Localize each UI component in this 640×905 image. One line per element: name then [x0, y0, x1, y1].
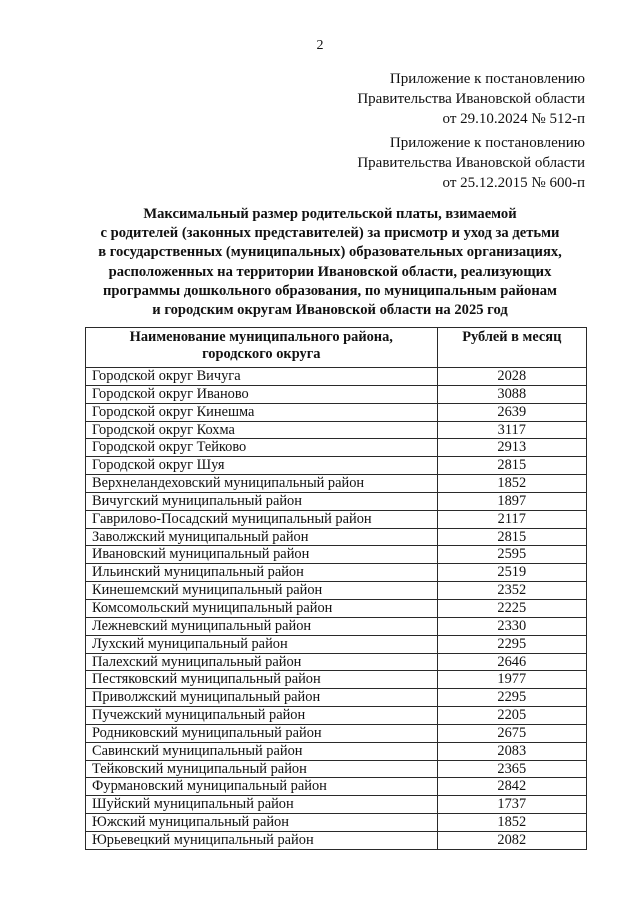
fee-value: 2519: [437, 564, 586, 582]
fee-value: 2815: [437, 457, 586, 475]
table-row: [86, 492, 587, 510]
table-body: [86, 368, 587, 850]
municipality-name: Городской округ Шуя: [86, 457, 438, 475]
title-line: расположенных на территории Ивановской области, реализующих: [108, 263, 552, 280]
table-header-row: [86, 328, 587, 368]
appendix-line: Приложение к постановлению: [389, 135, 585, 151]
municipality-name: Тейковский муниципальный район: [86, 760, 438, 778]
fee-value: 1852: [437, 475, 586, 493]
table-row: [86, 778, 587, 796]
fee-value: 2330: [437, 617, 586, 635]
table-row: [86, 814, 587, 832]
table-row: [86, 707, 587, 725]
table-row: [86, 689, 587, 707]
fee-value: 2117: [437, 510, 586, 528]
table-row: [86, 546, 587, 564]
table-row: [86, 510, 587, 528]
title-line: с родителей (законных представителей) за присмотр и уход за детьми: [100, 225, 560, 242]
municipality-name: Ивановский муниципальный район: [86, 546, 438, 564]
table-row: [86, 582, 587, 600]
table-row: [86, 599, 587, 617]
page-number: 2: [316, 38, 324, 53]
table-row: [86, 635, 587, 653]
municipality-name: Городской округ Кинешма: [86, 403, 438, 421]
fee-value: 2913: [437, 439, 586, 457]
municipality-name: Юрьевецкий муниципальный район: [86, 831, 438, 849]
table-row: [86, 796, 587, 814]
table-row: [86, 653, 587, 671]
municipality-name: Лухский муниципальный район: [86, 635, 438, 653]
municipality-name: Кинешемский муниципальный район: [86, 582, 438, 600]
table-row: [86, 528, 587, 546]
fee-value: 2295: [437, 635, 586, 653]
municipality-name: Заволжский муниципальный район: [86, 528, 438, 546]
fee-value: 2225: [437, 599, 586, 617]
municipality-name: Приволжский муниципальный район: [86, 689, 438, 707]
fee-value: 2646: [437, 653, 586, 671]
fee-value: 2675: [437, 724, 586, 742]
municipality-name: Пестяковский муниципальный район: [86, 671, 438, 689]
municipality-name: Городской округ Вичуга: [86, 368, 438, 386]
appendix-line: Приложение к постановлению: [389, 71, 585, 87]
table-row: [86, 760, 587, 778]
appendix-note-2015: [357, 133, 585, 193]
table-row: [86, 671, 587, 689]
appendix-note-2024: [357, 69, 585, 129]
table-row: [86, 724, 587, 742]
fee-value: 2815: [437, 528, 586, 546]
fee-value: 2082: [437, 831, 586, 849]
fee-value: 2595: [437, 546, 586, 564]
table-row: [86, 617, 587, 635]
appendix-line: от 25.12.2015 № 600-п: [442, 175, 585, 191]
municipality-name: Фурмановский муниципальный район: [86, 778, 438, 796]
municipality-name: Лежневский муниципальный район: [86, 617, 438, 635]
table-row: [86, 421, 587, 439]
municipality-name: Городской округ Иваново: [86, 385, 438, 403]
table-row: [86, 368, 587, 386]
table-row: [86, 457, 587, 475]
fee-value: 2352: [437, 582, 586, 600]
table-row: [86, 475, 587, 493]
municipality-name: Ильинский муниципальный район: [86, 564, 438, 582]
title-line: программы дошкольного образования, по муниципальным районам: [103, 282, 557, 299]
municipality-name: Комсомольский муниципальный район: [86, 599, 438, 617]
document-title: [60, 205, 600, 320]
fee-value: 1852: [437, 814, 586, 832]
fee-value: 2639: [437, 403, 586, 421]
fee-value: 2028: [437, 368, 586, 386]
municipality-name: Пучежский муниципальный район: [86, 707, 438, 725]
municipality-name: Южский муниципальный район: [86, 814, 438, 832]
table-row: [86, 564, 587, 582]
appendix-line: от 29.10.2024 № 512-п: [442, 111, 585, 127]
table-row: [86, 385, 587, 403]
municipality-name: Вичугский муниципальный район: [86, 492, 438, 510]
table-row: [86, 742, 587, 760]
title-line: Максимальный размер родительской платы, взимаемой: [143, 206, 517, 222]
parental-fee-table: [85, 327, 587, 850]
municipality-name: Савинский муниципальный район: [86, 742, 438, 760]
fee-value: 1737: [437, 796, 586, 814]
table-row: [86, 403, 587, 421]
municipality-name: Шуйский муниципальный район: [86, 796, 438, 814]
municipality-name: Палехский муниципальный район: [86, 653, 438, 671]
fee-value: 2365: [437, 760, 586, 778]
table-row: [86, 831, 587, 849]
appendix-line: Правительства Ивановской области: [357, 155, 585, 171]
title-line: и городским округам Ивановской области на 2025 год: [152, 302, 508, 319]
header-municipality-line2: городского округа: [202, 345, 321, 362]
header-municipality: [86, 328, 438, 368]
header-municipality-line1: Наименование муниципального района,: [129, 329, 393, 345]
header-rubles-per-month: Рублей в месяц: [437, 328, 586, 368]
title-line: в государственных (муниципальных) образовательных организациях,: [98, 244, 562, 261]
fee-value: 1977: [437, 671, 586, 689]
municipality-name: Верхнеландеховский муниципальный район: [86, 475, 438, 493]
fee-value: 2295: [437, 689, 586, 707]
fee-value: 3088: [437, 385, 586, 403]
fee-value: 1897: [437, 492, 586, 510]
fee-value: 3117: [437, 421, 586, 439]
municipality-name: Родниковский муниципальный район: [86, 724, 438, 742]
fee-value: 2842: [437, 778, 586, 796]
appendix-line: Правительства Ивановской области: [357, 91, 585, 107]
table-row: [86, 439, 587, 457]
fee-value: 2083: [437, 742, 586, 760]
fee-value: 2205: [437, 707, 586, 725]
municipality-name: Городской округ Тейково: [86, 439, 438, 457]
municipality-name: Гаврилово-Посадский муниципальный район: [86, 510, 438, 528]
municipality-name: Городской округ Кохма: [86, 421, 438, 439]
